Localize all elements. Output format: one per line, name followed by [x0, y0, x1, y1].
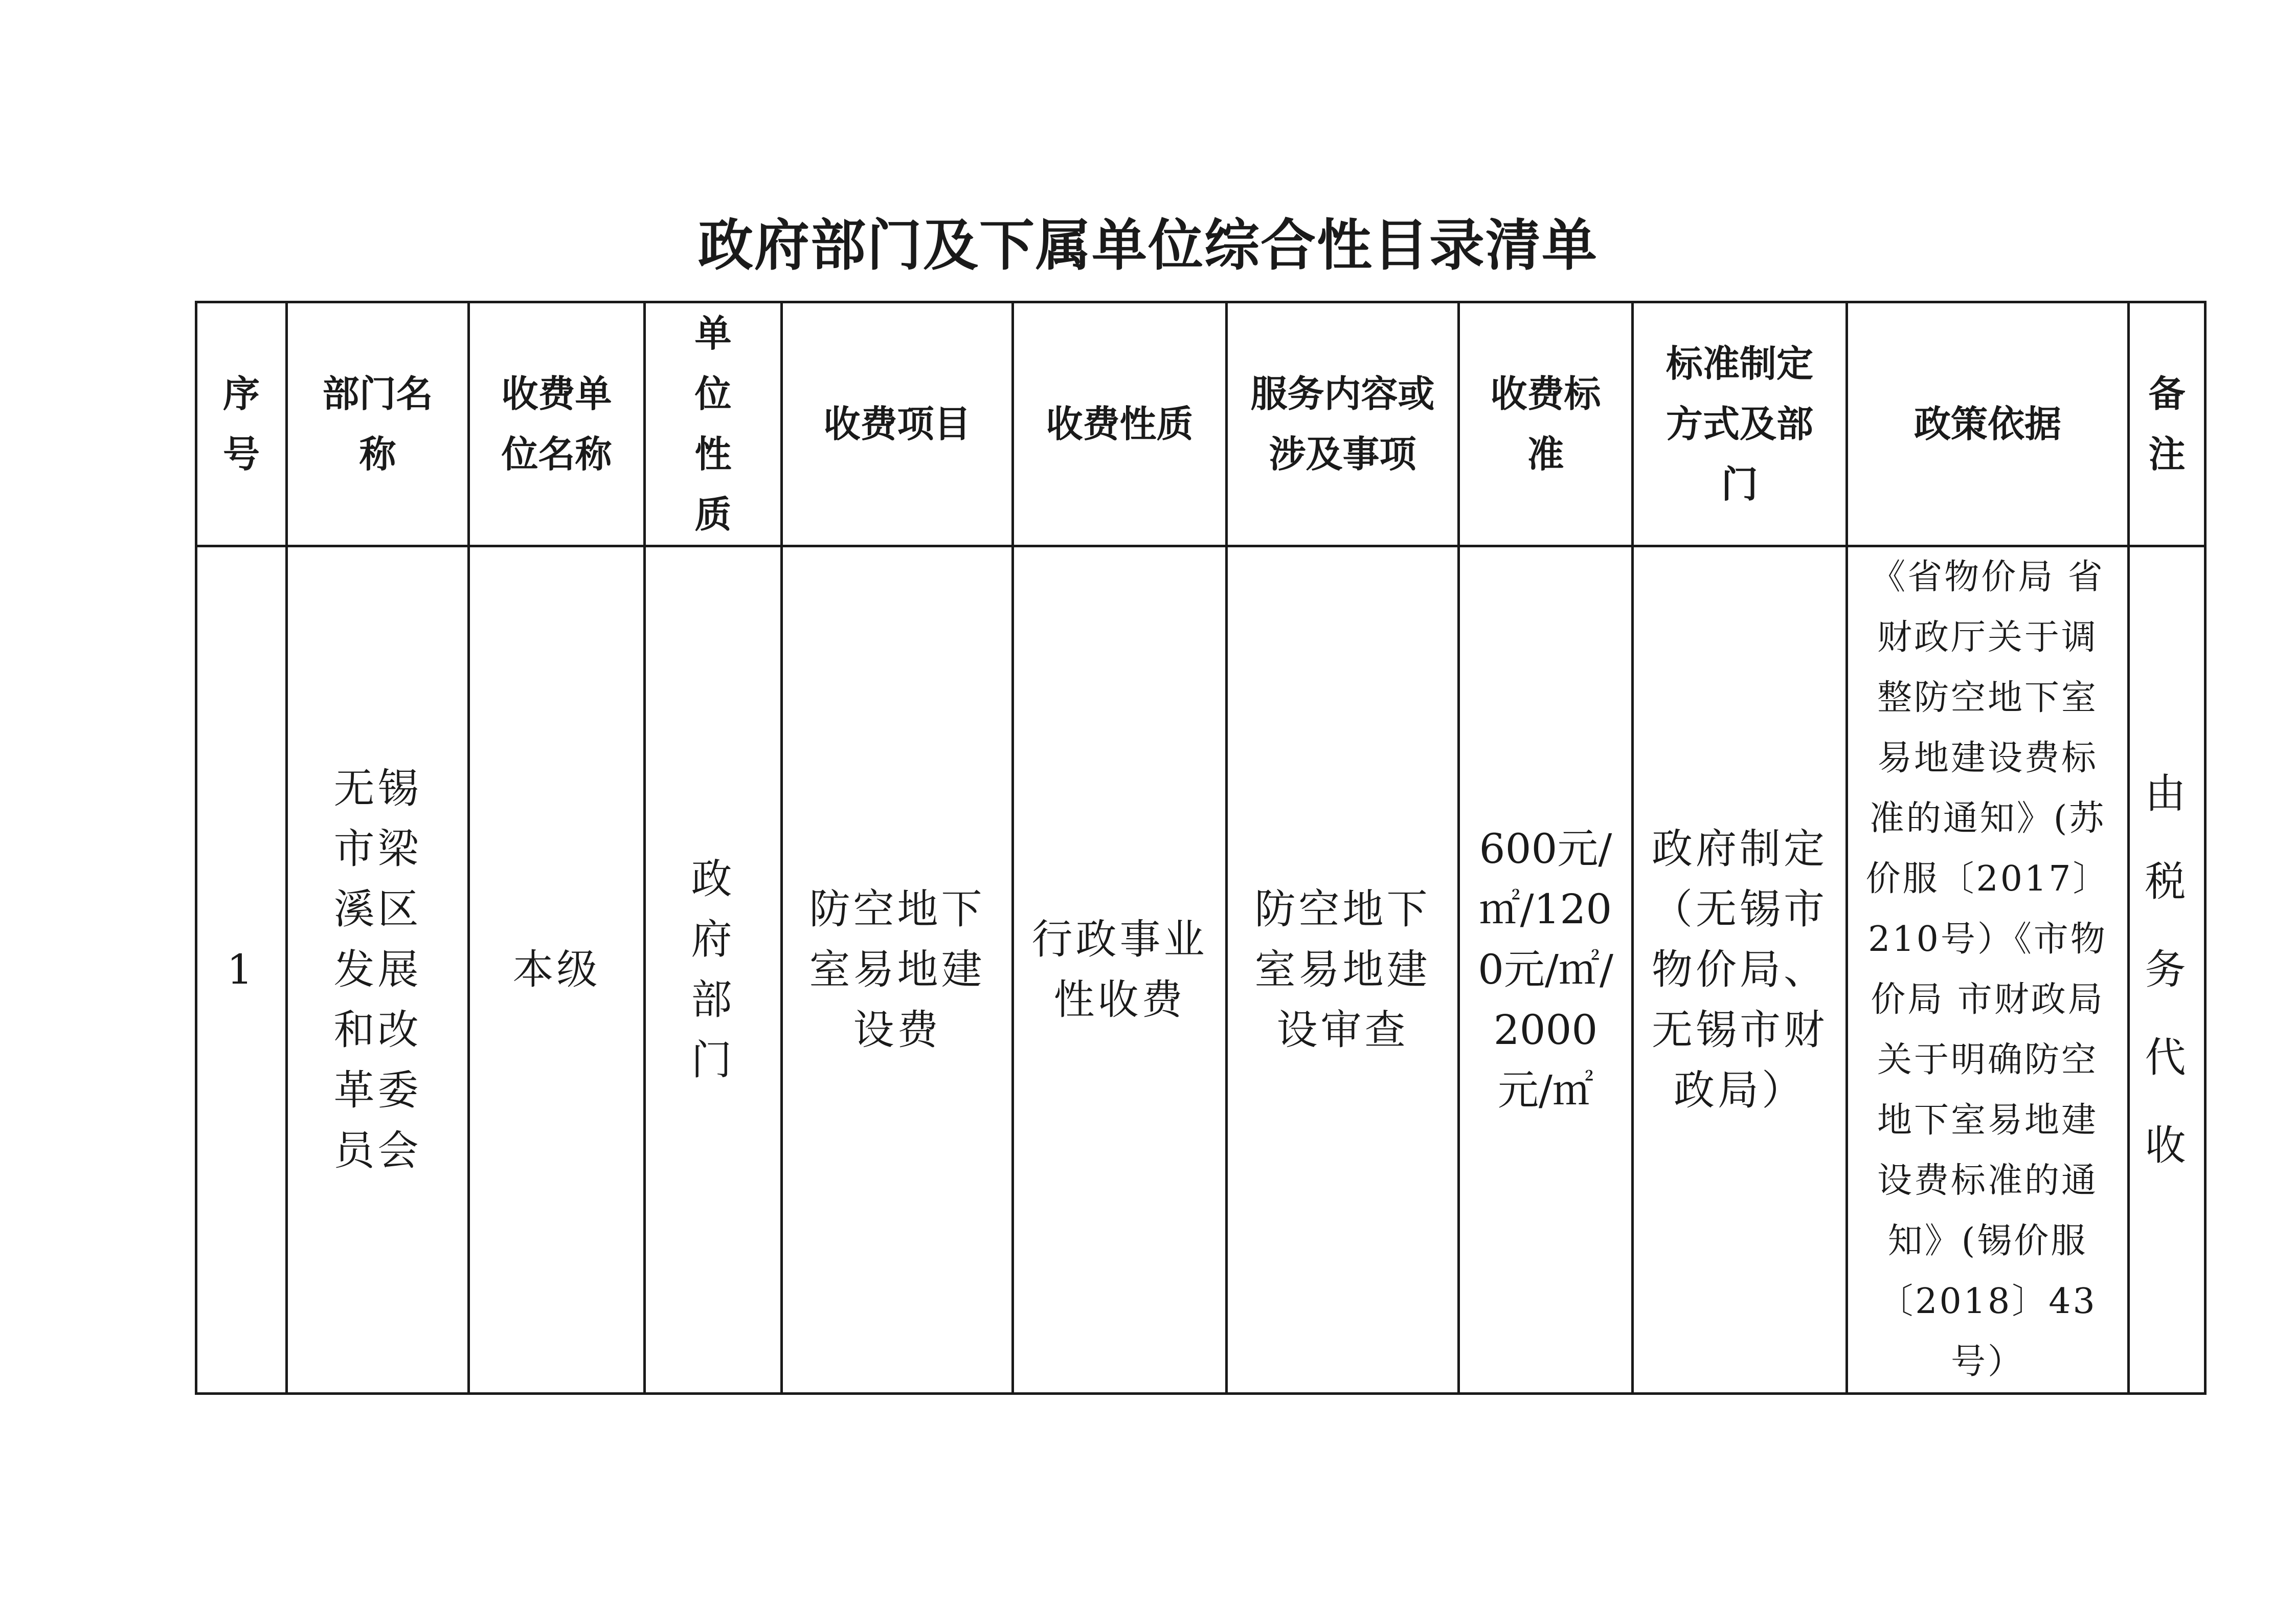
cell-charging-unit: 本级: [469, 546, 645, 1394]
column-header-charge-standard: 收费标准: [1459, 302, 1633, 546]
cell-charge-nature: 行政事业性收费: [1013, 546, 1227, 1394]
cell-standard-setting: 政府制定（无锡市物价局、无锡市财政局）: [1633, 546, 1847, 1394]
cell-policy-basis: 《省物价局 省财政厅关于调整防空地下室易地建设费标准的通知》(苏价服〔2017〕210号）《市物价局 市财政局关于明确防空地下室易地建设费标准的通知》(锡价服〔2018〕43号）: [1847, 546, 2129, 1394]
catalog-table: [195, 301, 2207, 1395]
column-header-remark: 备注: [2129, 302, 2205, 546]
cell-index: 1: [196, 546, 287, 1394]
cell-charge-standard: 600元/㎡/1200元/㎡/2000元/㎡: [1459, 546, 1633, 1394]
column-header-department: 部门名称: [287, 302, 469, 546]
cell-department: 无锡市梁溪区发展和改革委员会: [287, 546, 469, 1394]
column-header-charging-unit: 收费单位名称: [469, 302, 645, 546]
column-header-service-content: 服务内容或涉及事项: [1227, 302, 1459, 546]
remark-text: 由税务代收: [2145, 770, 2189, 1169]
table-header-row: [196, 302, 2205, 546]
column-header-unit-nature: 单位性质: [645, 302, 782, 546]
cell-remark: [2129, 546, 2205, 1394]
column-header-standard-setting: 标准制定方式及部门: [1633, 302, 1847, 546]
table-row: [196, 546, 2205, 1394]
column-header-charge-nature: 收费性质: [1013, 302, 1227, 546]
page-title: 政府部门及下属单位综合性目录清单: [697, 213, 1598, 278]
cell-service-content: 防空地下室易地建设审查: [1227, 546, 1459, 1394]
column-header-policy-basis: 政策依据: [1847, 302, 2129, 546]
column-header-index: 序号: [196, 302, 287, 546]
column-header-charge-item: 收费项目: [782, 302, 1013, 546]
cell-charge-item: 防空地下室易地建设费: [782, 546, 1013, 1394]
cell-unit-nature: 政府部门: [645, 546, 782, 1394]
